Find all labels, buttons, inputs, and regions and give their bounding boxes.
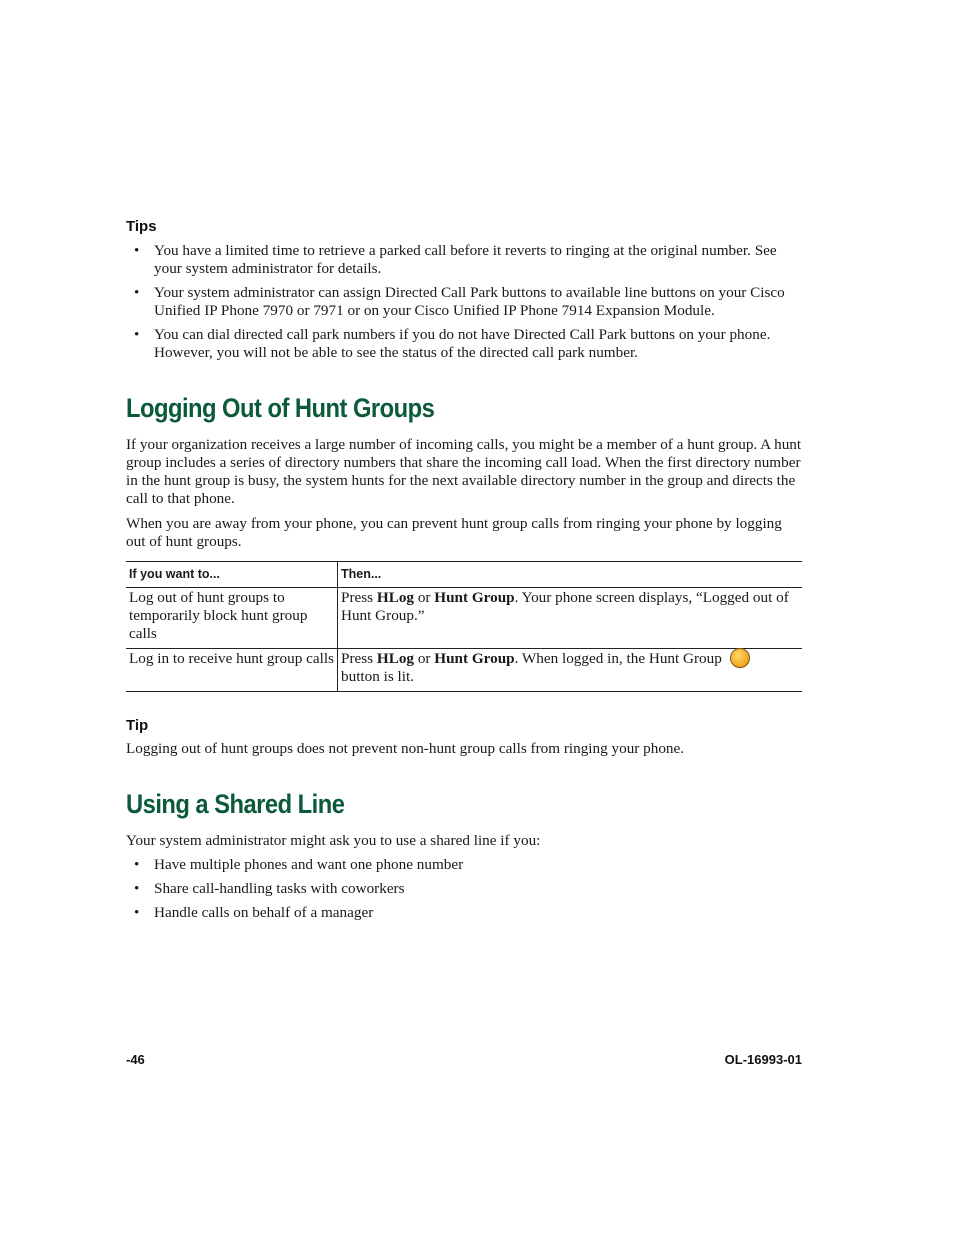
want-cell: Log in to receive hunt group calls	[126, 649, 338, 692]
list-item: • Share call-handling tasks with coworkers	[134, 880, 405, 897]
table-row	[126, 649, 802, 692]
column-header-want: If you want to...	[126, 562, 338, 588]
tip-text: You can dial directed call park numbers if you do not have Directed Call Park buttons on your phone. However, you will not be able to see the status of the directed call park number.	[154, 326, 771, 361]
bullet-icon: •	[134, 326, 140, 343]
tips-heading: Tips	[126, 218, 157, 235]
bullet-icon: •	[134, 242, 140, 259]
bullet-icon: •	[134, 284, 140, 301]
then-cell: Press HLog or Hunt Group. When logged in, the Hunt Group button is lit.	[338, 649, 803, 692]
section-title-shared-line: Using a Shared Line	[126, 789, 345, 819]
list-item: • Have multiple phones and want one phone number	[134, 856, 464, 873]
bullet-icon: •	[134, 856, 140, 873]
tips-list	[126, 242, 802, 368]
list-item	[126, 284, 802, 320]
hunt-intro-paragraph: If your organization receives a large number of incoming calls, you might be a member of a hunt group. A hunt group includes a series of directory numbers that share the incoming call load. When the first directory number in the hunt group is busy, the system hunts for the next available directory number in the group and directs the call to that phone.	[126, 436, 802, 507]
then-cell: Press HLog or Hunt Group. Your phone screen displays, “Logged out of Hunt Group.”	[338, 588, 803, 649]
list-item	[126, 242, 802, 278]
list-item	[126, 326, 802, 362]
table-row	[126, 588, 802, 649]
hunt-group-key-label: Hunt Group	[434, 589, 515, 606]
tip-text: You have a limited time to retrieve a parked call before it reverts to ringing at the original number. See your system administrator for details.	[154, 242, 777, 277]
hlog-key-label: HLog	[376, 650, 415, 667]
shared-line-intro: Your system administrator might ask you to use a shared line if you:	[126, 832, 541, 849]
bullet-icon: •	[134, 904, 140, 921]
table-header-row	[126, 562, 802, 588]
page-number: -46	[126, 1052, 145, 1067]
tip-heading: Tip	[126, 717, 149, 734]
section-title-hunt-groups: Logging Out of Hunt Groups	[126, 393, 435, 423]
bullet-icon: •	[134, 880, 140, 897]
column-header-then: Then...	[338, 562, 803, 588]
tip-paragraph: Logging out of hunt groups does not prevent non-hunt group calls from ringing your phone.	[126, 740, 685, 757]
hlog-key-label: HLog	[376, 589, 415, 606]
hunt-group-table	[126, 561, 802, 692]
document-id: OL-16993-01	[724, 1052, 802, 1067]
tip-text: Your system administrator can assign Directed Call Park buttons to available line buttons on your Cisco Unified IP Phone 7970 or 7971 or on your Cisco Unified IP Phone 7914 Expansion Module.	[154, 284, 785, 319]
shared-line-list	[126, 856, 802, 928]
lit-line-button-icon	[730, 648, 750, 668]
hunt-away-paragraph: When you are away from your phone, you can prevent hunt group calls from ringing your phone by logging out of hunt groups.	[126, 515, 782, 550]
want-cell: Log out of hunt groups to temporarily block hunt group calls	[126, 588, 338, 649]
hunt-group-key-label: Hunt Group	[434, 650, 515, 667]
list-item: • Handle calls on behalf of a manager	[134, 904, 374, 921]
